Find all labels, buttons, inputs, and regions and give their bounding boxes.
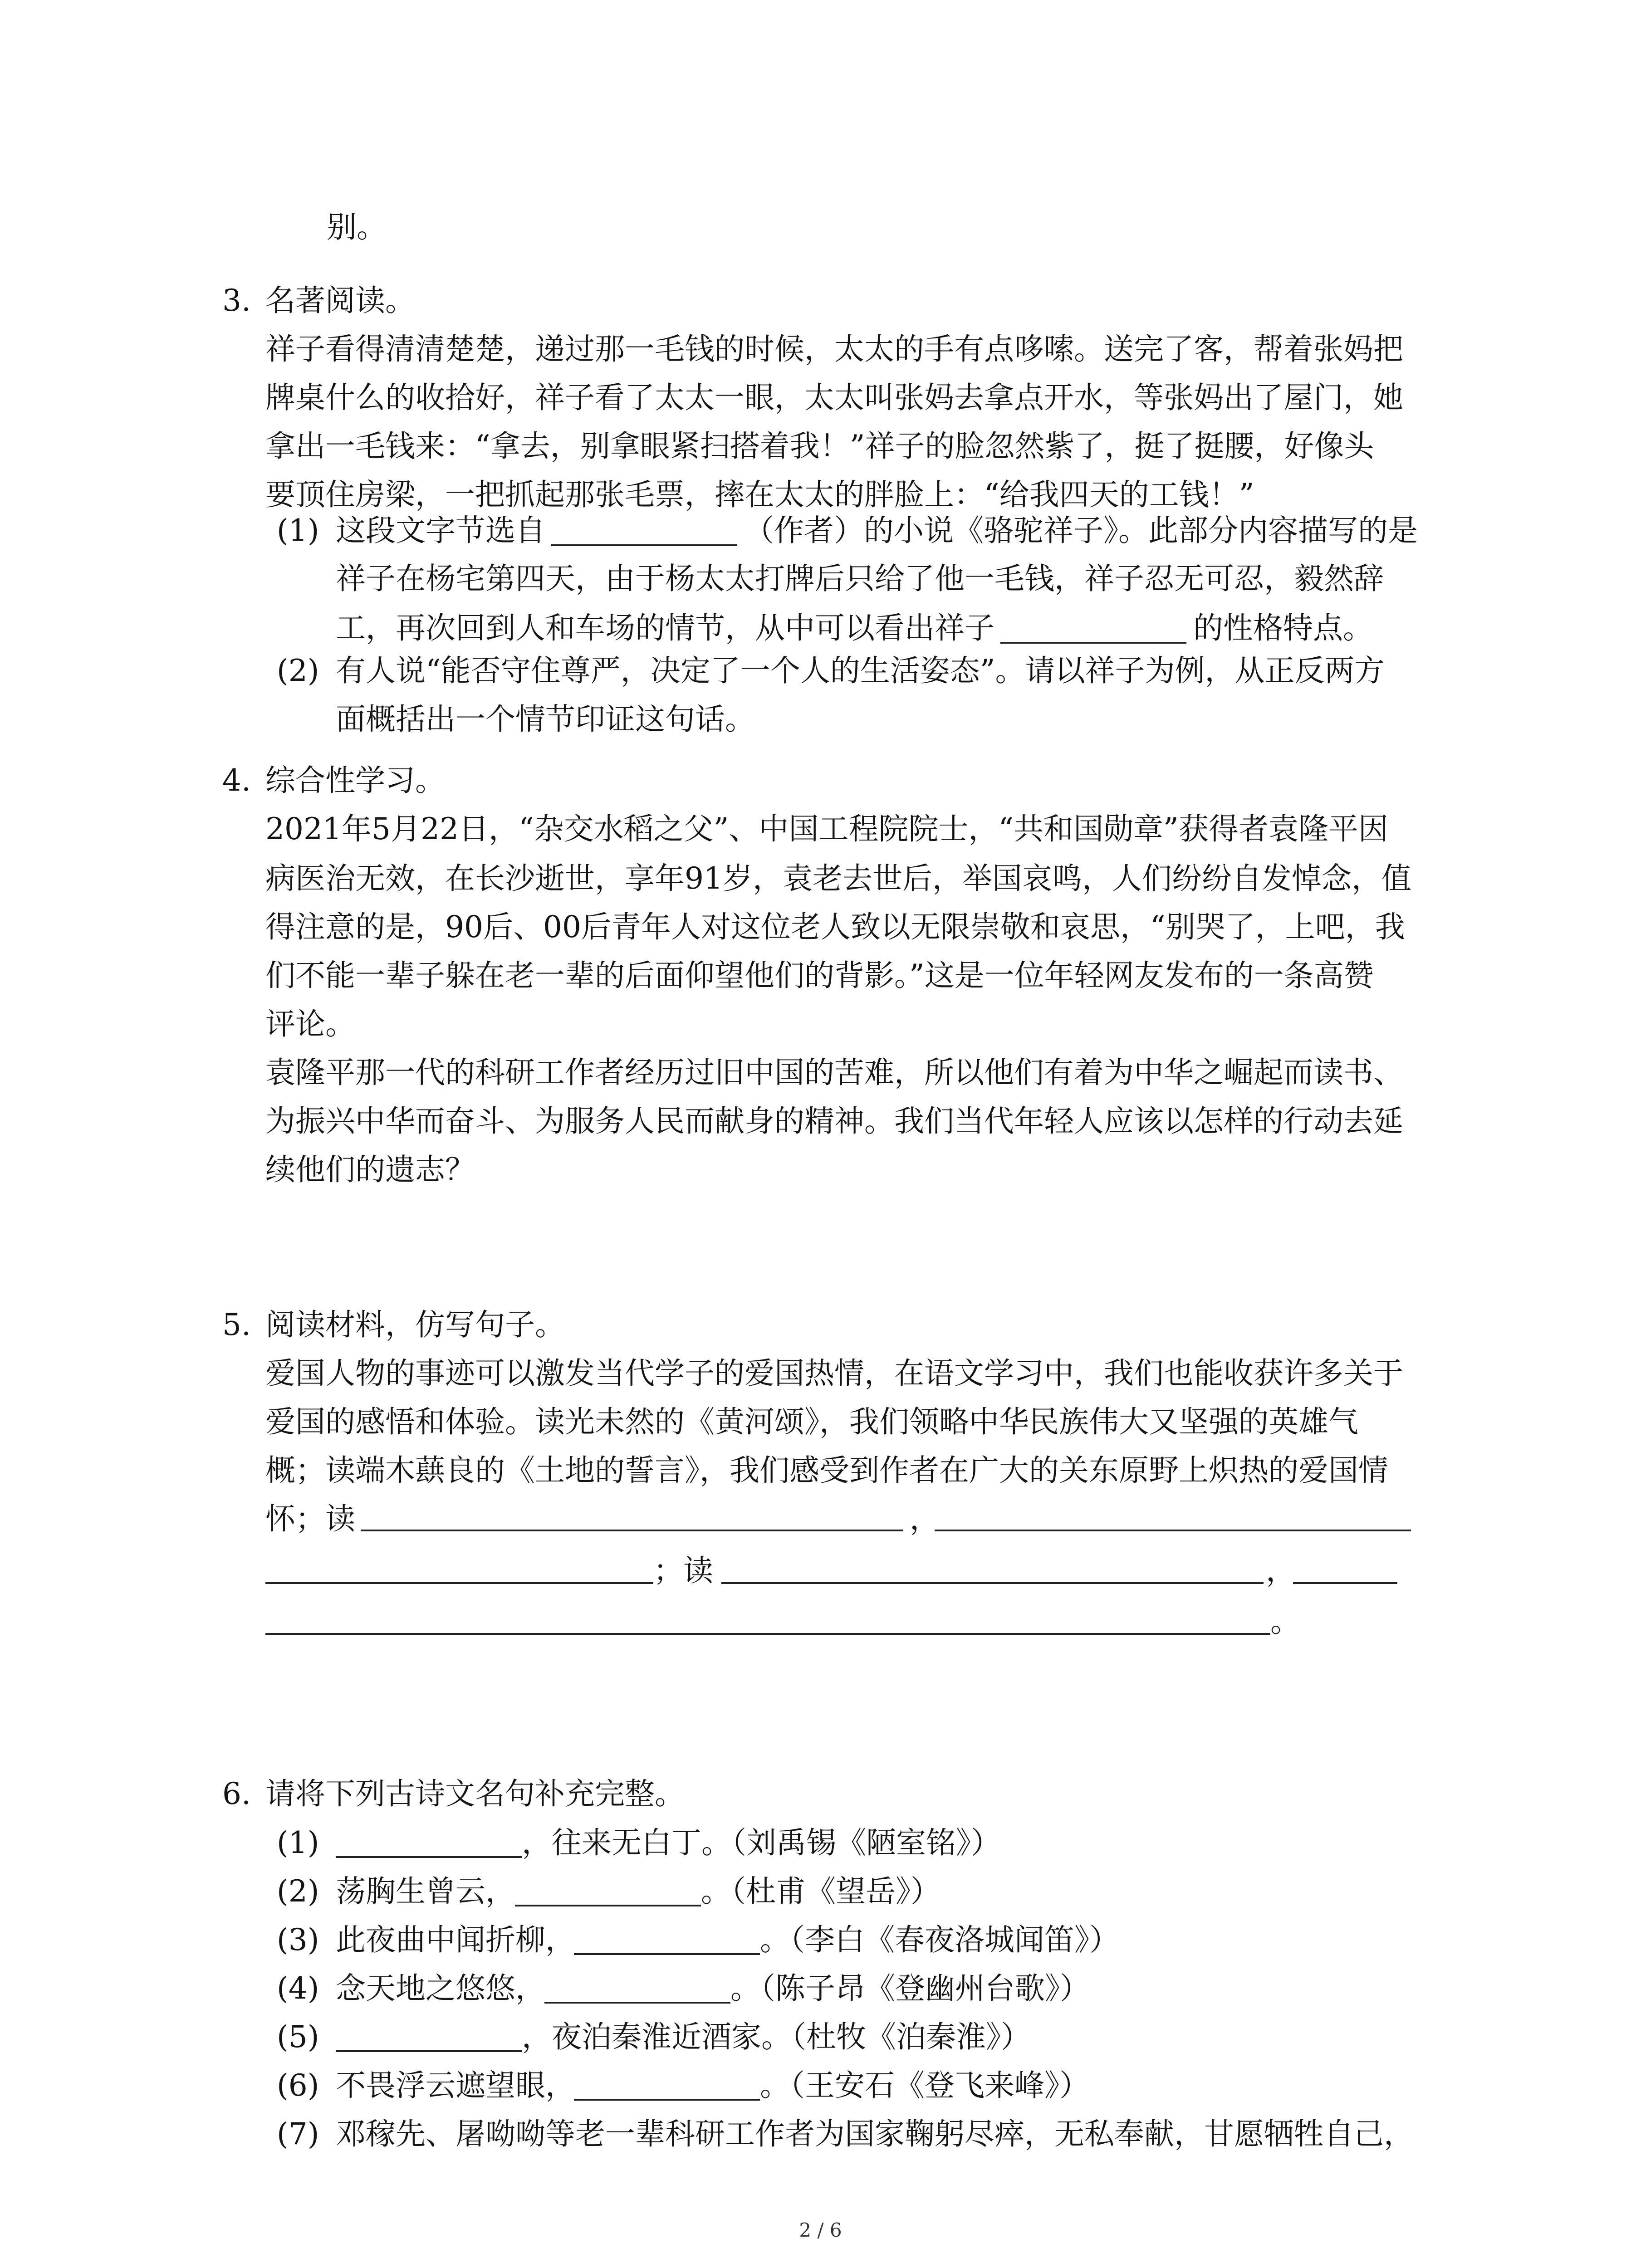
q4-passage-line: 2021年5月22日，“杂交水稻之父”、中国工程院院士，“共和国勋章”获得者袁隆平因 — [265, 811, 1388, 846]
q3-sub2-line2: 面概括出一个情节印证这句话。 — [336, 702, 755, 737]
q5-line4-text: 怀；读 — [265, 1501, 355, 1536]
q6-item6-blank[interactable] — [574, 2099, 760, 2101]
q3-sub1-label: (1) — [277, 513, 319, 548]
q5-blank-feeling-2b[interactable] — [265, 1633, 1270, 1635]
q3-passage-line: 牌桌什么的收拾好，祥子看了太太一眼，太太叫张妈去拿点开水，等张妈出了屋门，她 — [265, 380, 1403, 415]
q3-sub1-line2: 祥子在杨宅第四天，由于杨太太打牌后只给了他一毛钱，祥子忍无可忍，毅然辞 — [336, 561, 1384, 596]
q6-item4-post: 。（陈子昂《登幽州台歌》） — [730, 1971, 1090, 2006]
q6-item6-post: 。（王安石《登飞来峰》） — [760, 2068, 1089, 2103]
q6-item-label: (7) — [277, 2116, 319, 2151]
q5-blank-feeling-1a[interactable] — [935, 1530, 1411, 1531]
q6-item-label: (5) — [277, 2019, 319, 2054]
q4-passage-line: 得注意的是，90后、00后青年人对这位老人致以无限崇敬和哀思，“别哭了，上吧，我 — [265, 909, 1405, 944]
q4-passage-line: 们不能一辈子躲在老一辈的后面仰望他们的背影。”这是一位年轻网友发布的一条高赞 — [265, 958, 1374, 993]
q4-passage-line: 袁隆平那一代的科研工作者经历过旧中国的苦难，所以他们有着为中华之崛起而读书、 — [265, 1055, 1403, 1090]
q5-passage-line: 爱国的感悟和体验。读光未然的《黄河颂》，我们领略中华民族伟大又坚强的英雄气 — [265, 1404, 1358, 1439]
q6-item4-pre: 念天地之悠悠， — [336, 1971, 545, 2006]
q3-sub1-line3a: 工，再次回到人和车场的情节，从中可以看出祥子 — [336, 611, 994, 645]
q3-passage-line: 拿出一毛钱来：“拿去，别拿眼紧扫搭着我！”祥子的脸忽然紫了，挺了挺腰，好像头 — [265, 429, 1374, 464]
q5-blank-book-1[interactable] — [361, 1530, 903, 1531]
q6-item-label: (3) — [277, 1922, 319, 1957]
q3-passage-line: 要顶住房梁，一把抓起那张毛票，摔在太太的胖脸上：“给我四天的工钱！” — [265, 477, 1254, 512]
q6-item3-post: 。（李白《春夜洛城闻笛》） — [760, 1922, 1119, 1957]
q6-item3-blank[interactable] — [574, 1953, 760, 1955]
q5-period: 。 — [1270, 1604, 1300, 1639]
q3-passage-line: 祥子看得清清楚楚，递过那一毛钱的时候，太太的手有点哆嗦。送完了客，帮着张妈把 — [265, 332, 1403, 367]
q5-passage-line: 概；读端木蕻良的《土地的誓言》，我们感受到作者在广大的关东原野上炽热的爱国情 — [265, 1453, 1388, 1488]
q6-item5-text: ，夜泊秦淮近酒家。（杜牧《泊秦淮》） — [522, 2019, 1031, 2054]
q5-blank-feeling-2a[interactable] — [1293, 1582, 1397, 1584]
q5-blank-book-2[interactable] — [721, 1582, 1264, 1584]
q6-item-label: (1) — [277, 1825, 319, 1860]
q5-passage-line: 爱国人物的事迹可以激发当代学子的爱国热情，在语文学习中，我们也能收获许多关于 — [265, 1356, 1403, 1391]
q5-comma: ， — [910, 1501, 940, 1536]
q3-author-blank[interactable] — [551, 544, 737, 546]
q3-character-blank[interactable] — [1000, 642, 1186, 644]
q6-item4-blank[interactable] — [544, 2002, 730, 2004]
q6-title: 请将下列古诗文名句补充完整。 — [265, 1776, 685, 1811]
q6-item1-blank[interactable] — [336, 1856, 522, 1858]
q6-number: 6. — [222, 1776, 251, 1811]
q5-line5-text: ；读 — [653, 1553, 713, 1588]
q6-item5-blank[interactable] — [336, 2050, 522, 2052]
q3-sub2-line1: 有人说“能否守住尊严，决定了一个人的生活姿态”。请以祥子为例，从正反两方 — [336, 653, 1385, 688]
q4-passage-line: 为振兴中华而奋斗、为服务人民而献身的精神。我们当代年轻人应该以怎样的行动去延 — [265, 1104, 1403, 1139]
q6-item6-pre: 不畏浮云遮望眼， — [336, 2068, 575, 2103]
q4-passage-line: 评论。 — [265, 1007, 355, 1041]
q6-item3-pre: 此夜曲中闻折柳， — [336, 1922, 575, 1957]
q6-item-label: (4) — [277, 1971, 319, 2006]
q3-sub1-line3b: 的性格特点。 — [1193, 611, 1373, 645]
q5-blank-feeling-1b[interactable] — [265, 1582, 653, 1584]
q6-item1-text: ，往来无白丁。（刘禹锡《陋室铭》） — [522, 1825, 1001, 1860]
q3-sub1-text-b: （作者）的小说《骆驼祥子》。此部分内容描写的是 — [744, 513, 1418, 548]
q6-item2-post: 。（杜甫《望岳》） — [701, 1874, 941, 1909]
q6-item7-text: 邓稼先、屠呦呦等老一辈科研工作者为国家鞠躬尽瘁，无私奉献，甘愿牺牲自己， — [336, 2116, 1414, 2151]
q4-passage-line: 病医治无效，在长沙逝世，享年91岁，袁老去世后，举国哀鸣，人们纷纷自发悼念，值 — [265, 861, 1411, 896]
q6-item-label: (2) — [277, 1874, 319, 1909]
q4-title: 综合性学习。 — [265, 763, 445, 798]
page-number: 2 / 6 — [799, 2219, 842, 2241]
q3-number: 3. — [222, 283, 251, 318]
q6-item2-pre: 荡胸生曾云， — [336, 1874, 515, 1909]
q5-title: 阅读材料，仿写句子。 — [265, 1307, 565, 1342]
q3-sub1-text-a: 这段文字节选自 — [336, 513, 545, 548]
q4-passage-line: 续他们的遗志？ — [265, 1152, 475, 1187]
q6-item-label: (6) — [277, 2068, 319, 2103]
q5-number: 5. — [222, 1307, 251, 1342]
q4-number: 4. — [222, 763, 251, 798]
q3-sub2-label: (2) — [277, 653, 319, 688]
q6-item2-blank[interactable] — [515, 1905, 701, 1906]
q3-title: 名著阅读。 — [265, 283, 415, 318]
continued-text: 别。 — [327, 210, 387, 244]
q5-comma-2: ， — [1266, 1553, 1296, 1588]
